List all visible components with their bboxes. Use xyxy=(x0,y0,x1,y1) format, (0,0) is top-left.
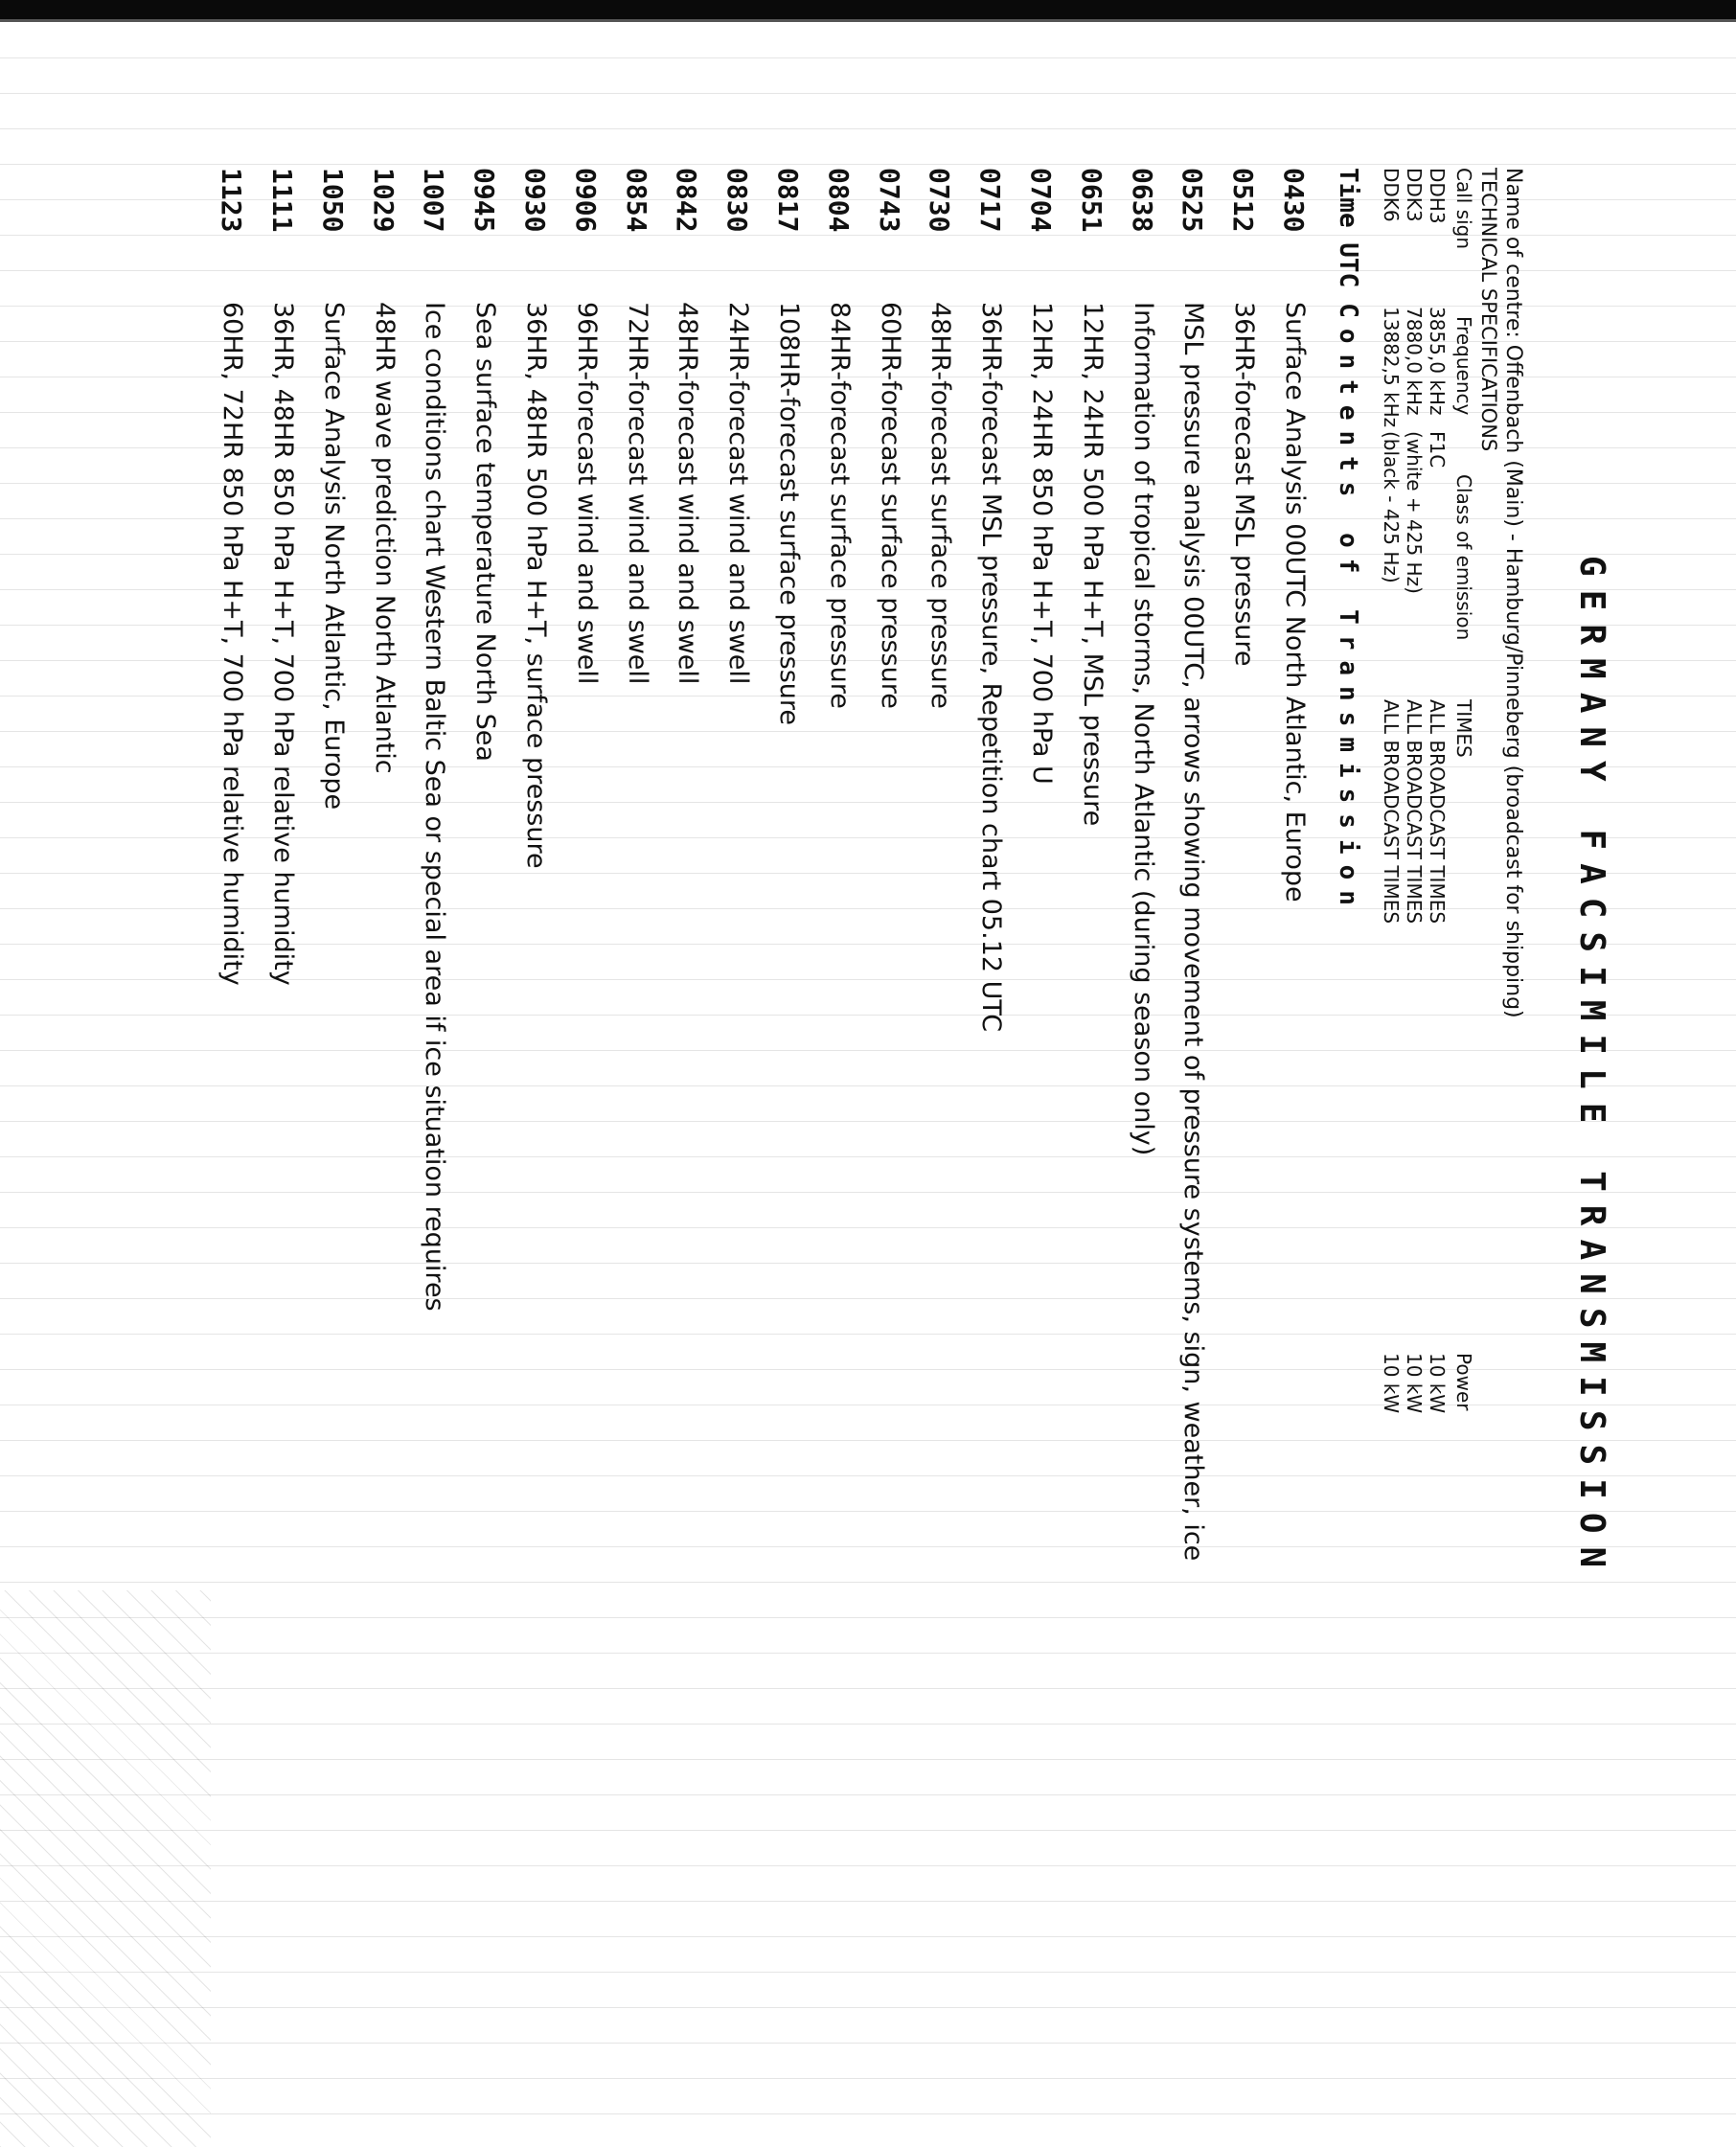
call-sign-cell: DDH3 xyxy=(1426,168,1449,224)
entry-content: 36HR, 48HR 850 hPa H+T, 700 hPa relative humidity xyxy=(268,302,298,986)
entry-time: 0817 xyxy=(772,168,804,233)
entry-content: Ice conditions chart Western Baltic Sea or special area if ice situation requires xyxy=(420,302,450,1312)
emission-cell: F1C xyxy=(1426,431,1449,468)
schedule-entry xyxy=(199,168,247,1940)
times-cell: ALL BROADCAST TIMES xyxy=(1403,699,1426,925)
frequency-cell: 13882,5 kHz xyxy=(1380,307,1403,428)
entry-time: 0512 xyxy=(1227,168,1260,233)
frequency-cell: 3855,0 kHz xyxy=(1426,307,1449,416)
schedule-entry xyxy=(1009,168,1057,1940)
entry-time: 1123 xyxy=(216,168,248,233)
power-cell: 10 kW xyxy=(1403,1353,1426,1414)
entry-content: 48HR wave prediction North Atlantic xyxy=(369,302,400,774)
frequency-cell: 7880,0 kHz xyxy=(1403,307,1426,416)
schedule-entry xyxy=(958,168,1006,1940)
entry-content: 24HR-forecast wind and swell xyxy=(723,302,754,685)
entry-content: Surface Analysis North Atlantic, Europe xyxy=(318,302,349,811)
entry-content: 108HR-forecast surface pressure xyxy=(774,302,804,726)
schedule-entry xyxy=(554,168,602,1940)
entry-time: 1007 xyxy=(418,168,450,233)
call-sign-cell: DDK3 xyxy=(1403,168,1426,222)
entry-content: 72HR-forecast wind and swell xyxy=(622,302,652,685)
schedule-entry xyxy=(352,168,400,1940)
entry-time: 0717 xyxy=(974,168,1007,233)
schedule-entry xyxy=(857,168,905,1940)
entry-time: 0854 xyxy=(620,168,652,233)
entry-time: 0638 xyxy=(1126,168,1158,233)
entry-time: 0430 xyxy=(1278,168,1310,233)
entry-content: 96HR-forecast wind and swell xyxy=(571,302,602,685)
header-frequency: Frequency xyxy=(1452,316,1475,416)
entry-content: Sea surface temperature North Sea xyxy=(470,302,501,762)
entry-time: 0906 xyxy=(569,168,602,233)
entry-content: 36HR-forecast MSL pressure, Repetition chart 05.12 UTC xyxy=(976,302,1007,1033)
emission-cell: (white + 425 Hz) xyxy=(1403,431,1426,594)
schedule-entry xyxy=(1160,168,1208,1940)
schedule-entry xyxy=(907,168,955,1940)
schedule-entry xyxy=(250,168,298,1940)
schedule-entry xyxy=(1211,168,1259,1940)
header-power: Power xyxy=(1452,1353,1475,1411)
tech-table-header xyxy=(1450,168,1475,1413)
entry-time: 0930 xyxy=(519,168,551,233)
schedule-entry xyxy=(503,168,551,1940)
schedule-entry xyxy=(401,168,449,1940)
centre-name: Name of centre: Offenbach (Main) - Hamburg/Pinneberg (broadcast for shipping) xyxy=(1501,168,1525,1018)
schedule-heading xyxy=(1334,168,1362,916)
call-sign-cell: DDK6 xyxy=(1380,168,1403,222)
entry-time: 1050 xyxy=(316,168,349,233)
schedule-entry xyxy=(705,168,753,1940)
tech-row xyxy=(1378,168,1403,1413)
schedule-entry xyxy=(301,168,349,1940)
schedule-time-label: Time UTC xyxy=(1334,168,1362,288)
entry-time: 0743 xyxy=(873,168,905,233)
emission-cell: (black - 425 Hz) xyxy=(1380,431,1403,583)
header-call-sign: Call sign xyxy=(1452,168,1475,250)
entry-content: 36HR-forecast MSL pressure xyxy=(1229,302,1260,667)
schedule-entry xyxy=(605,168,652,1940)
entry-content: 48HR-forecast wind and swell xyxy=(673,302,703,685)
document-title: GERMANY FACSIMILE TRANSMISSION xyxy=(1572,556,1611,1582)
technical-specifications-heading: TECHNICAL SPECIFICATIONS xyxy=(1477,168,1500,452)
schedule-entry xyxy=(807,168,855,1940)
entry-content: 36HR, 48HR 500 hPa H+T, surface pressure xyxy=(521,302,551,869)
entry-time: 0842 xyxy=(671,168,703,233)
schedule-entry xyxy=(1110,168,1158,1940)
entry-content: MSL pressure analysis 00UTC, arrows showing movement of pressure systems, sign, weather, ice xyxy=(1178,302,1209,1562)
entry-content: Surface Analysis 00UTC North Atlantic, Europe xyxy=(1280,302,1310,902)
schedule-entry xyxy=(756,168,804,1940)
entry-time: 1029 xyxy=(367,168,400,233)
entry-time: 0804 xyxy=(822,168,855,233)
entry-time: 0651 xyxy=(1075,168,1108,233)
power-cell: 10 kW xyxy=(1380,1353,1403,1414)
schedule-entry xyxy=(1262,168,1310,1940)
entry-content: Information of tropical storms, North Atlantic (during season only) xyxy=(1128,302,1158,1156)
tech-row xyxy=(1424,168,1449,1413)
entry-time: 0525 xyxy=(1176,168,1209,233)
tech-row xyxy=(1401,168,1426,1413)
header-class-of-emission: Class of emission xyxy=(1452,474,1475,641)
entry-content: 60HR, 72HR 850 hPa H+T, 700 hPa relative humidity xyxy=(217,302,248,986)
entry-time: 0830 xyxy=(721,168,754,233)
entry-time: 0945 xyxy=(468,168,501,233)
entry-content: 12HR, 24HR 500 hPa H+T, MSL pressure xyxy=(1077,302,1108,827)
times-cell: ALL BROADCAST TIMES xyxy=(1380,699,1403,925)
entry-content: 60HR-forecast surface pressure xyxy=(875,302,905,709)
power-cell: 10 kW xyxy=(1426,1353,1449,1414)
schedule-entry xyxy=(452,168,500,1940)
schedule-entry xyxy=(654,168,702,1940)
entry-time: 0704 xyxy=(1025,168,1057,233)
entry-content: 84HR-forecast surface pressure xyxy=(824,302,855,709)
times-cell: ALL BROADCAST TIMES xyxy=(1426,699,1449,925)
entry-content: 12HR, 24HR 850 hPa H+T, 700 hPa U xyxy=(1027,302,1057,785)
entry-content: 48HR-forecast surface pressure xyxy=(925,302,956,709)
entry-time: 0730 xyxy=(924,168,956,233)
entry-time: 1111 xyxy=(266,168,298,233)
schedule-contents-label: Contents of Transmission xyxy=(1334,303,1362,916)
schedule-entry xyxy=(1060,168,1108,1940)
header-times: TIMES xyxy=(1452,699,1475,758)
